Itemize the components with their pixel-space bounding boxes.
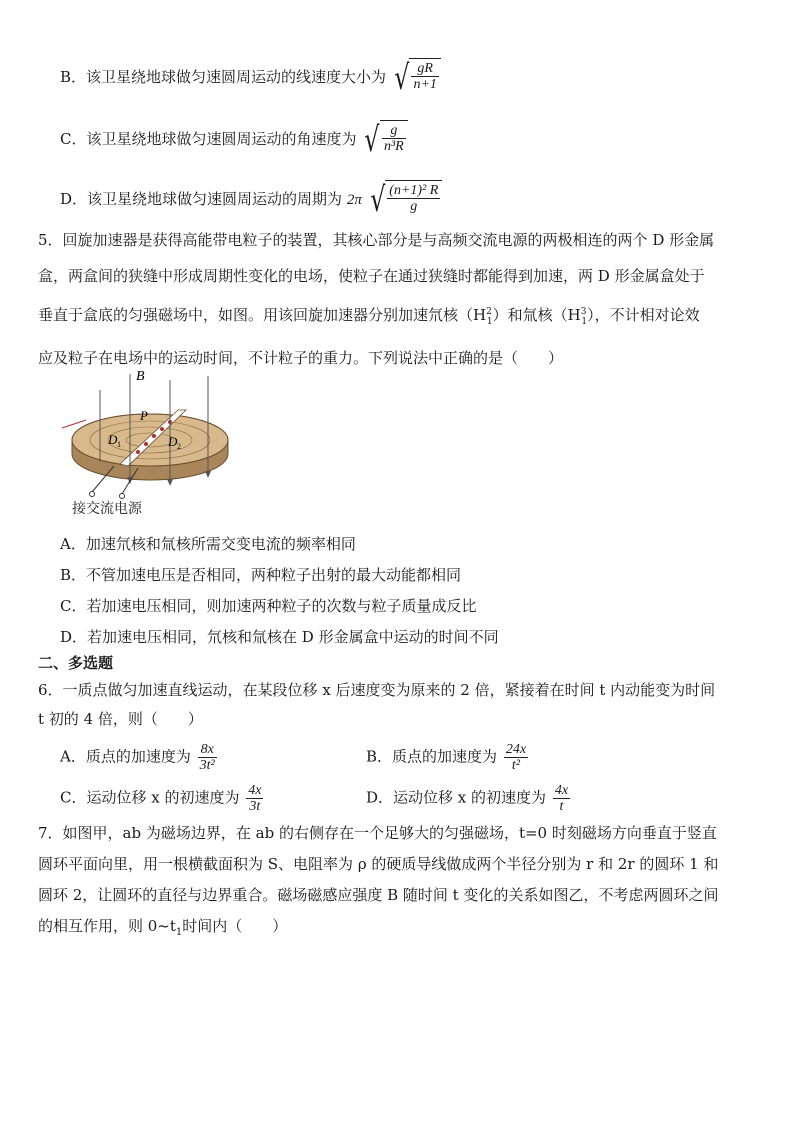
q4-option-b: [60, 58, 441, 98]
q6-line2: t 初的 4 倍，则（ ）: [38, 710, 203, 728]
q5-stem: 5．回旋加速器是获得高能带电粒子的装置，其核心部分是与高频交流电源的两极相连的两个 D 形金属 盒，两盒间的狭缝中形成周期性变化的电场，使粒子在通过狭缝时都能得到加速，两 D 形金属盒处于 垂直于盒底的匀强磁场中，如图。用该回旋加速器分别加速氘核$(H^2_1)$和氚核$(H^3_1)$，不计相对论效 应及粒子在电场中的运动时间，不计粒子的重力。下列说法中正确的是（ ）: [38, 231, 715, 367]
q5-option-a: A．加速氘核和氚核所需交变电流的频率相同: [60, 535, 356, 553]
q6-line1: 6．一质点做匀加速直线运动，在某段位移 x 后速度变为原来的 2 倍，紧接着在时间 t 内动能变为时间: [38, 681, 716, 699]
label-b: B: [136, 370, 145, 384]
label-p: P: [140, 408, 148, 423]
q6-option-d: D．运动位移 x 的初速度为 $\frac{4x}{t}$: [366, 783, 569, 814]
q6-option-c: C．运动位移 x 的初速度为 $\frac{4x}{3t}$: [60, 783, 262, 814]
label-d1-sub: 1: [117, 440, 121, 449]
sqrt-expression: √ $\frac{g}{\text{n³R}}$: [361, 120, 407, 160]
q4-option-b-text: B．该卫星绕地球做匀速圆周运动的线速度大小为: [60, 68, 387, 86]
q4-option-c-text: C．该卫星绕地球做匀速圆周运动的角速度为: [60, 130, 357, 148]
q5-option-c: C．若加速电压相同，则加速两种粒子的次数与粒子质量成反比: [60, 597, 477, 615]
q7-line1: 7．如图甲，ab 为磁场边界，在 ab 的右侧存在一个足够大的匀强磁场，t=0 时刻磁场方向垂直于竖直: [38, 824, 717, 842]
section-title: 二、多选题: [38, 654, 114, 672]
figure-caption: 接交流电源: [72, 501, 142, 517]
q4-option-d: D．该卫星绕地球做匀速圆周运动的周期为 2π √ $\frac{\text{(n+1)² R}}{g}$: [60, 180, 442, 220]
q5-option-b: B．不管加速电压是否相同，两种粒子出射的最大动能都相同: [60, 566, 462, 584]
sqrt-expression: √ $\frac{gR}{n+1}$: [391, 58, 441, 98]
label-d2: D: [168, 434, 178, 449]
q4-option-c: [60, 120, 408, 160]
tritium-symbol: $H^3_1$: [567, 306, 588, 327]
q6-option-a: A．质点的加速度为 $\frac{8x}{\text{3t²}}$: [60, 742, 215, 773]
sqrt-expression: √ $\frac{\text{(n+1)² R}}{g}$: [367, 180, 443, 220]
deuterium-symbol: $H^2_1$: [473, 306, 493, 327]
q6-option-b: B．质点的加速度为 $\frac{24x}{\text{t²}}$: [366, 742, 527, 773]
q4-option-d-text: D．该卫星绕地球做匀速圆周运动的周期为: [60, 190, 343, 208]
label-d2-sub: 2: [177, 442, 181, 451]
label-d1: D: [108, 432, 118, 447]
q7-line3: 圆环 2，让圆环的直径与边界重合。磁场磁感应强度 B 随时间 t 变化的关系如图乙，不考虑两圆环之间: [38, 886, 719, 904]
q7-line2: 圆环平面向里，用一根横截面积为 S、电阻率为 ρ 的硬质导线做成两个半径分别为 r 和 2r 的圆环 1 和: [38, 855, 719, 873]
cyclotron-figure: [60, 370, 250, 510]
q5-option-d: D．若加速电压相同，氘核和氚核在 D 形金属盒中运动的时间不同: [60, 628, 499, 646]
q7-line4: 的相互作用，则 $0\sim t_1$时间内（ ）: [38, 917, 288, 938]
